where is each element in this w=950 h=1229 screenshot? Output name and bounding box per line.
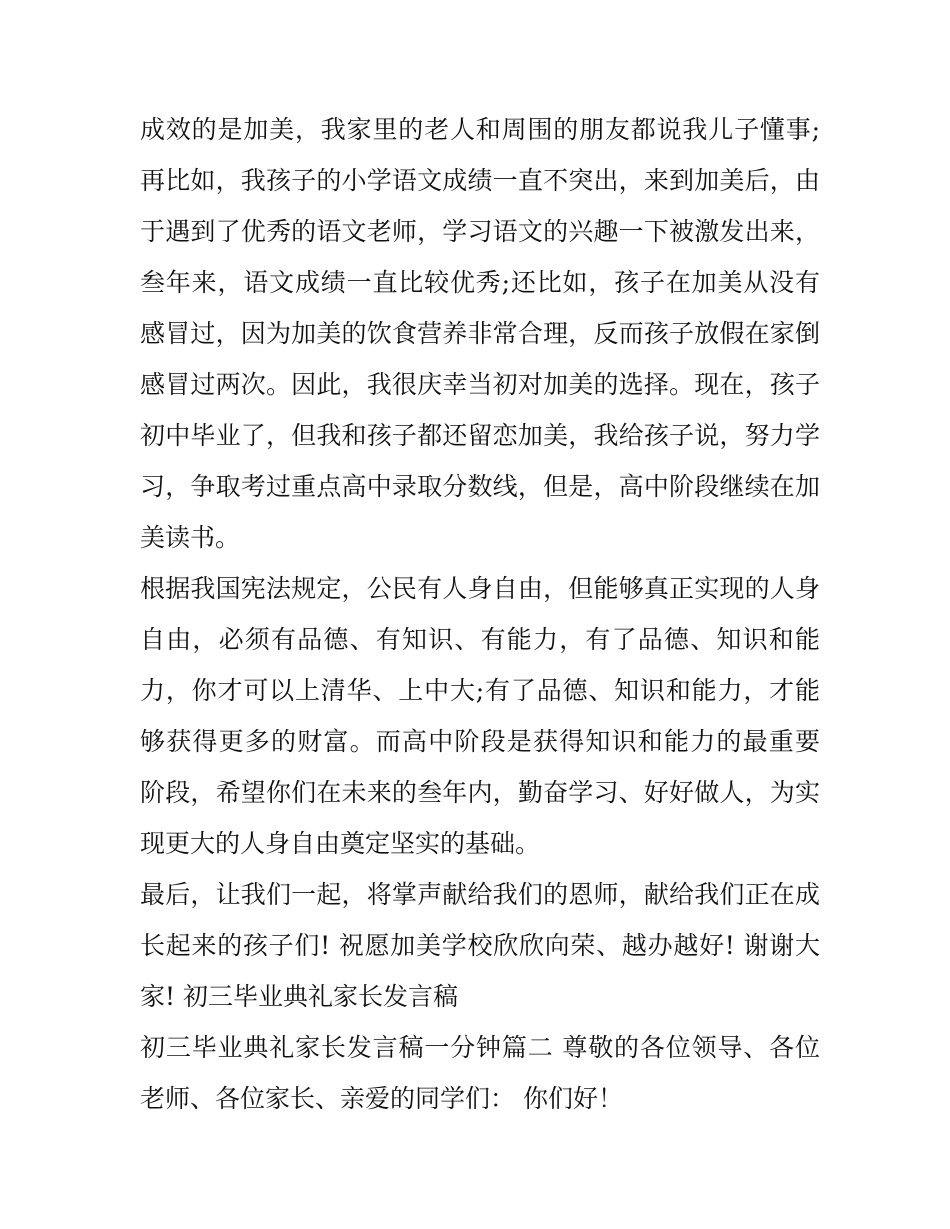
text-line: 够获得更多的财富。而高中阶段是获得知识和能力的最重要 bbox=[140, 727, 820, 756]
text-line: 感冒过，因为加美的饮食营养非常合理，反而孩子放假在家倒 bbox=[140, 319, 820, 348]
paragraph-3 bbox=[140, 869, 820, 1022]
text-line: 习，争取考过重点高中录取分数线，但是，高中阶段继续在加 bbox=[140, 472, 820, 501]
text-line: 初中毕业了，但我和孩子都还留恋加美，我给孩子说，努力学 bbox=[140, 421, 820, 450]
text-line: 长起来的孩子们! 祝愿加美学校欣欣向荣、越办越好! 谢谢大 bbox=[140, 931, 820, 960]
text-line: 美读书。 bbox=[140, 523, 241, 552]
text-line: 根据我国宪法规定，公民有人身自由，但能够真正实现的人身 bbox=[140, 574, 820, 603]
text-line: 力，你才可以上清华、上中大;有了品德、知识和能力，才能 bbox=[140, 676, 820, 705]
text-line: 初三毕业典礼家长发言稿一分钟篇二 尊敬的各位领导、各位 bbox=[140, 1033, 820, 1062]
paragraph-4 bbox=[140, 1022, 820, 1124]
paragraph-2 bbox=[140, 563, 820, 869]
text-line: 叁年来，语文成绩一直比较优秀;还比如，孩子在加美从没有 bbox=[140, 268, 820, 297]
text-line: 最后，让我们一起，将掌声献给我们的恩师，献给我们正在成 bbox=[140, 880, 820, 909]
text-line: 自由，必须有品德、有知识、有能力，有了品德、知识和能 bbox=[140, 625, 820, 654]
text-line: 感冒过两次。因此，我很庆幸当初对加美的选择。现在，孩子 bbox=[140, 370, 820, 399]
text-line: 再比如，我孩子的小学语文成绩一直不突出，来到加美后，由 bbox=[140, 166, 820, 195]
document-body bbox=[140, 104, 820, 1124]
text-line: 于遇到了优秀的语文老师，学习语文的兴趣一下被激发出来， bbox=[140, 217, 820, 246]
text-line: 阶段，希望你们在未来的叁年内，勤奋学习、好好做人，为实 bbox=[140, 778, 820, 807]
paragraph-1 bbox=[140, 104, 820, 563]
text-line: 老师、各位家长、亲爱的同学们： 你们好！ bbox=[140, 1084, 623, 1113]
text-line: 成效的是加美，我家里的老人和周围的朋友都说我儿子懂事; bbox=[140, 115, 820, 144]
text-line: 现更大的人身自由奠定坚实的基础。 bbox=[140, 829, 541, 858]
text-line: 家! 初三毕业典礼家长发言稿 bbox=[140, 982, 458, 1011]
